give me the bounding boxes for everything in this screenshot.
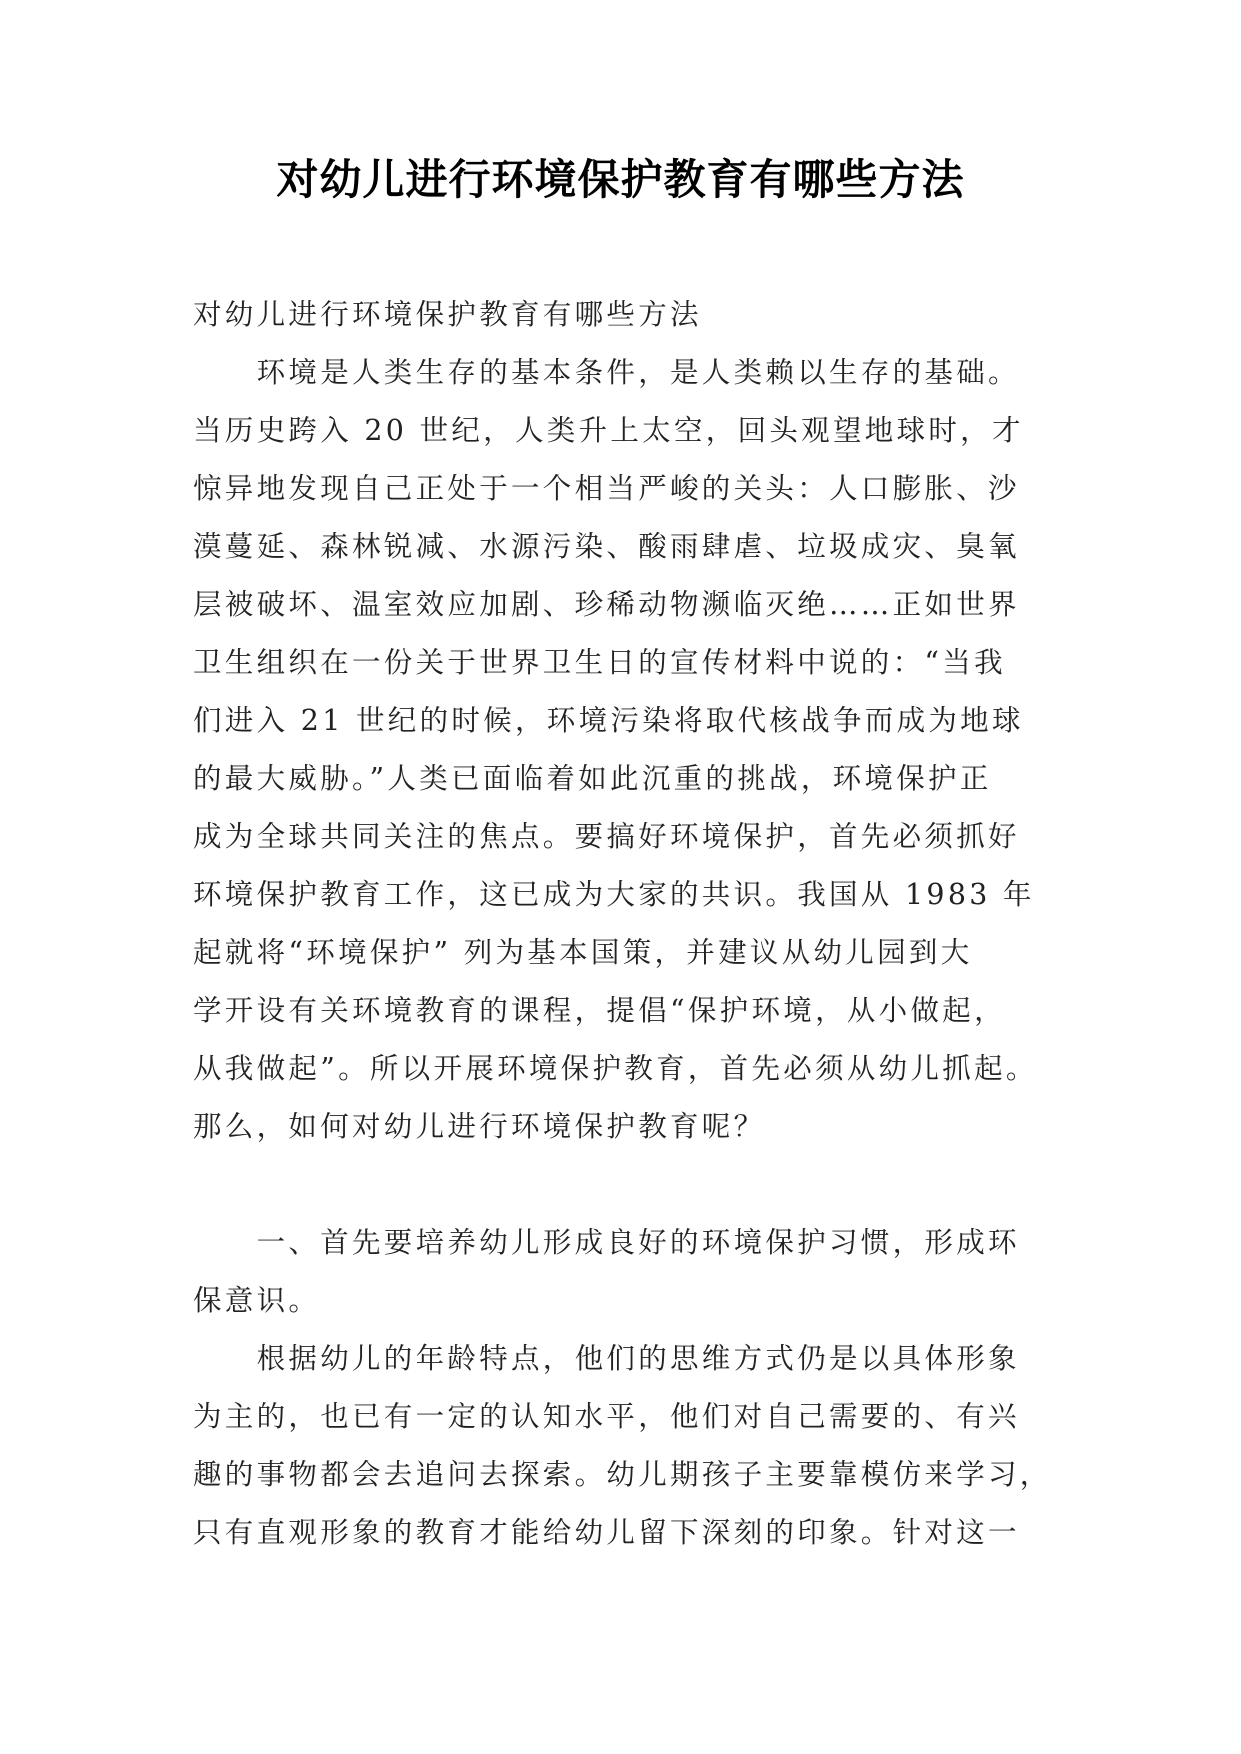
text-line: 从我做起”。所以开展环境保护教育，首先必须从幼儿抓起。 <box>193 1052 1038 1085</box>
text-line: 们进入 21 世纪的时候，环境污染将取代核战争而成为地球 <box>193 704 1024 737</box>
text-line: 学开设有关环境教育的课程，提倡“保护环境，从小做起， <box>193 994 1006 1027</box>
text-line: 根据幼儿的年龄特点，他们的思维方式仍是以具体形象 <box>193 1342 1020 1375</box>
document-body <box>193 286 1073 1562</box>
text-line: 环境是人类生存的基本条件，是人类赖以生存的基础。 <box>193 356 1020 389</box>
text-line: 漠蔓延、森林锐减、水源污染、酸雨肆虐、垃圾成灾、臭氧 <box>193 530 1020 563</box>
document-title: 对幼儿进行环境保护教育有哪些方法 <box>276 155 965 204</box>
text-line: 卫生组织在一份关于世界卫生日的宣传材料中说的：“当我 <box>193 646 1006 679</box>
subtitle-line: 对幼儿进行环境保护教育有哪些方法 <box>193 298 702 331</box>
text-line: 那么，如何对幼儿进行环境保护教育呢？ <box>193 1110 766 1143</box>
paragraph-gap <box>193 1156 1073 1214</box>
text-line: 成为全球共同关注的焦点。要搞好环境保护，首先必须抓好 <box>193 820 1020 853</box>
text-line: 惊异地发现自己正处于一个相当严峻的关头：人口膨胀、沙 <box>193 472 1020 505</box>
section-heading-line: 一、首先要培养幼儿形成良好的环境保护习惯，形成环 <box>193 1226 1020 1259</box>
text-line: 只有直观形象的教育才能给幼儿留下深刻的印象。针对这一 <box>193 1516 1020 1549</box>
section-heading-line: 保意识。 <box>193 1284 321 1317</box>
text-line: 当历史跨入 20 世纪，人类升上太空，回头观望地球时，才 <box>193 414 1024 447</box>
text-line: 的最大威胁。”人类已面临着如此沉重的挑战，环境保护正 <box>193 762 992 795</box>
text-line: 起就将“环境保护” 列为基本国策，并建议从幼儿园到大 <box>193 936 973 969</box>
text-line: 趣的事物都会去追问去探索。幼儿期孩子主要靠模仿来学习， <box>193 1458 1052 1491</box>
text-line: 层被破坏、温室效应加剧、珍稀动物濒临灭绝……正如世界 <box>193 588 1020 621</box>
text-line: 为主的，也已有一定的认知水平，他们对自己需要的、有兴 <box>193 1400 1020 1433</box>
text-line: 环境保护教育工作，这已成为大家的共识。我国从 1983 年 <box>193 878 1035 911</box>
